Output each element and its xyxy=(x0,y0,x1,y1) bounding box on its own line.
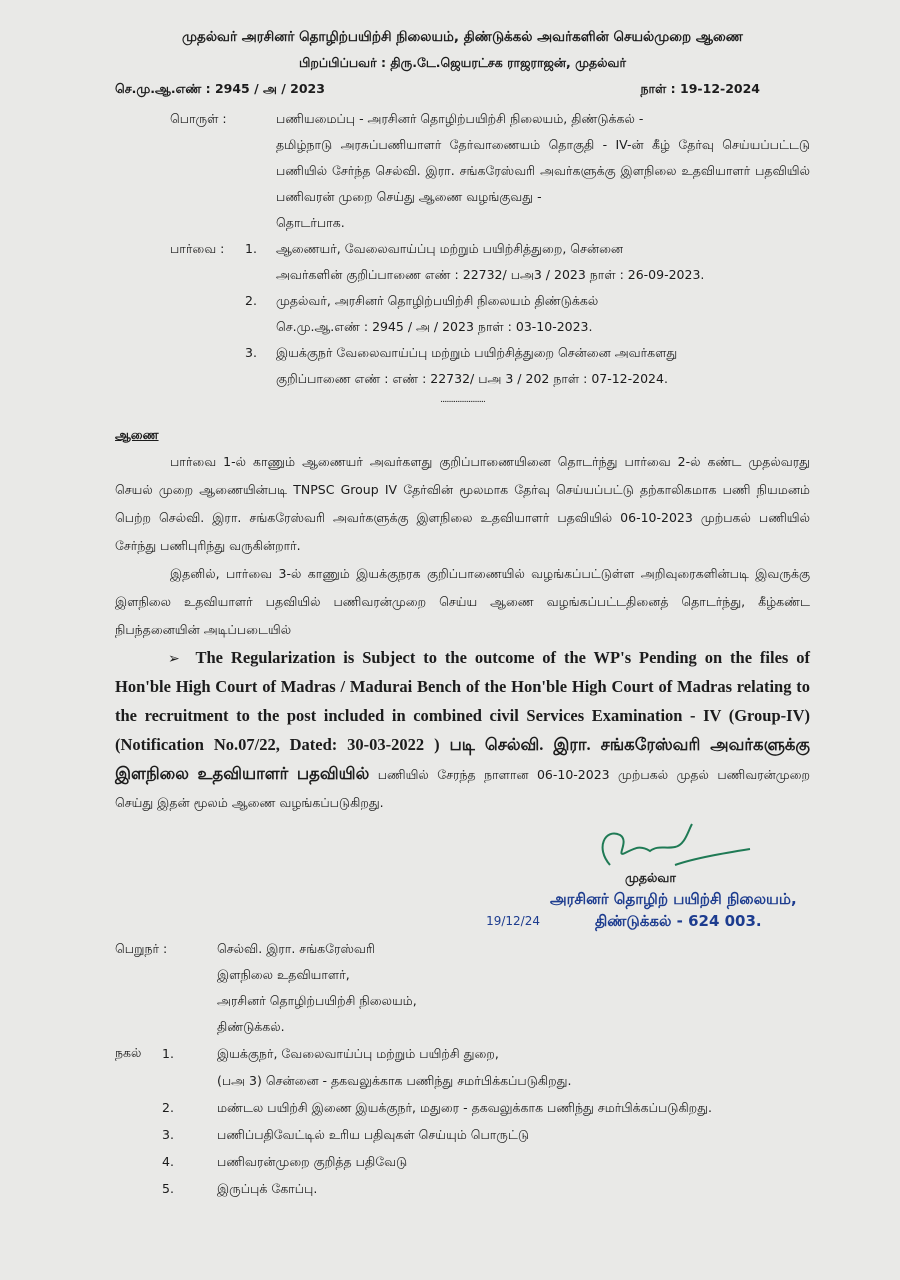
copy-num: 1. xyxy=(162,1046,174,1061)
reference-line: இயக்குநர் வேலைவாய்ப்பு மற்றும் பயிற்சித்துறை சென்னை அவர்களது xyxy=(276,345,678,360)
condition-line: Court of Madras / Madurai Bench of the Hon'ble High Court of Madras relating to the recruitment to xyxy=(115,677,811,725)
recipient-line: செல்வி. இரா. சங்கரேஸ்வரி xyxy=(217,941,375,956)
order-paragraph xyxy=(115,560,810,644)
recipient-line: இளநிலை உதவியாளர், xyxy=(217,967,350,982)
order-paragraph-line: பதவியில் 06-10-2023 முற்பகல் பணியில் சேர்ந்து பணிபுரிந்து வருகின்றார். xyxy=(115,510,810,553)
office-stamp-line: அரசினர் தொழிற் பயிற்சி நிலையம், xyxy=(550,890,797,908)
document-title: முதல்வர் அரசினர் தொழிற்பயிற்சி நிலையம், திண்டுக்கல் அவர்களின் செயல்முறை ஆணை xyxy=(182,29,743,45)
order-heading: ஆணை xyxy=(115,427,159,442)
copy-num: 3. xyxy=(162,1127,174,1142)
copy-num: 4. xyxy=(162,1154,174,1169)
office-stamp-line: திண்டுக்கல் - 624 003. xyxy=(595,912,762,930)
condition-line: வழங்கப்படுகிறது. xyxy=(279,795,384,810)
subject-line: செய்யப்பட்டடு பணியில் சேர்ந்த செல்வி. இரா. சங்கரேஸ்வரி அவர்களுக்கு xyxy=(276,137,810,178)
condition-line: பணியில் சேரந்த நாளான 06-10-2023 முற்பகல் முதல் பணிவரன்முறை செய்து இதன் மூலம் ஆணை xyxy=(115,767,811,810)
reference-line: செ.மு.ஆ.எண் : 2945 / அ / 2023 நாள் : 03-10-2023. xyxy=(276,319,593,334)
recipient-line: அரசினர் தொழிற்பயிற்சி நிலையம், xyxy=(217,993,417,1008)
copy-line: இருப்புக் கோப்பு. xyxy=(217,1181,318,1196)
references-section xyxy=(115,236,810,392)
issuer-line: பிறப்பிப்பவர் : திரு.டே.ஜெயரட்சக ராஜராஜன், முதல்வர் xyxy=(298,55,627,70)
subject-label: பொருள் : xyxy=(170,111,227,126)
condition-line: Dated: 30-03-2022 ) படி செல்வி. இரா. சங்கரேஸ்வரி அவர்களுக்கு இளநிலை உதவியாளர் பதவியில் xyxy=(115,735,810,783)
condition-line: the post included in combined civil Services Examination - IV (Group-IV) (Notification No.07/22, xyxy=(115,706,810,754)
reference-line: குறிப்பாணை எண் : எண் : 22732/ பஅ 3 / 202 நாள் : 07-12-2024. xyxy=(276,371,668,386)
reference-num: 2. xyxy=(245,293,257,308)
subject-line: தொடர்பாக. xyxy=(276,215,345,230)
recipient-line: திண்டுக்கல். xyxy=(217,1019,285,1034)
order-paragraph-line: தற்காலிகமாக பணி நியமனம் பெற்ற செல்வி. இரா. சங்கரேஸ்வரி அவர்களுக்கு இளநிலை உதவியாளர் xyxy=(115,482,810,525)
subject-line: தமிழ்நாடு அரசுப்பணியாளர் தேர்வாணையம் தொகுதி - IV-ன் கீழ் தேர்வு xyxy=(276,137,714,152)
copy-line: இயக்குநர், வேலைவாய்ப்பு மற்றும் பயிற்சி துறை, xyxy=(217,1046,499,1061)
copy-line: பணிவரன்முறை குறித்த பதிவேடு xyxy=(217,1154,408,1169)
copy-num: 5. xyxy=(162,1181,174,1196)
order-paragraph-line: பார்வை 1-ல் காணும் ஆணையர் அவர்களது குறிப்பாணையினை தொடர்ந்து பார்வை 2-ல் கண்ட xyxy=(170,454,742,469)
signatory-title: முதல்வா xyxy=(625,870,676,885)
order-date: நாள் : 19-12-2024 xyxy=(640,81,760,96)
recipient-section xyxy=(115,936,810,1040)
copy-num: 2. xyxy=(162,1100,174,1115)
bullet-arrow-icon: ➢ xyxy=(168,651,180,667)
order-paragraph xyxy=(115,448,810,560)
copy-line: (பஅ 3) சென்னை - தகவலுக்காக பணிந்து சமர்பிக்கப்படுகிறது. xyxy=(217,1073,572,1088)
copy-line: பணிப்பதிவேட்டில் உரிய பதிவுகள் செய்யும் பொருட்டு xyxy=(217,1127,529,1142)
copy-line: மண்டல பயிற்சி இணை இயக்குநர், மதுரை - தகவலுக்காக பணிந்து சமர்பிக்கப்படுகிறது. xyxy=(217,1100,713,1115)
copies-label: நகல் xyxy=(115,1045,142,1060)
reference-line: அவர்களின் குறிப்பாணை எண் : 22732/ பஅ3 / 2023 நாள் : 26-09-2023. xyxy=(276,267,705,282)
initial-date: 19/12/24 xyxy=(486,914,540,928)
order-paragraph-line: அறிவுரைகளின்படி இவருக்கு இளநிலை உதவியாளர் பதவியில் பணிவரன்முறை செய்ய ஆணை xyxy=(115,566,810,609)
reference-number: செ.மு.ஆ.எண் : 2945 / அ / 2023 xyxy=(115,81,325,96)
condition-line: The Regularization is Subject to the outcome of the WP's Pending on the files of Hon'ble High xyxy=(115,648,810,696)
copies-section xyxy=(115,1040,810,1202)
principal-signature xyxy=(590,823,770,868)
order-paragraph-line: இதனில், பார்வை 3-ல் காணும் இயக்குநரக குறிப்பாணையில் வழங்கப்பட்டுள்ள xyxy=(170,566,635,581)
reference-num: 3. xyxy=(245,345,257,360)
subject-line: இளநிலை உதவியாளர் பதவியில் பணிவரன் முறை செய்து ஆணை வழங்குவது - xyxy=(276,163,810,204)
condition-paragraph xyxy=(115,644,810,817)
subject-section xyxy=(115,106,810,236)
recipient-label: பெறுநர் : xyxy=(115,941,168,956)
separator-dots: ........................ xyxy=(440,395,485,405)
order-paragraph-line: முதல்வரது செயல் முறை ஆணையின்படி TNPSC Group IV தேர்வின் மூலமாக தேர்வு செய்யப்பட்டு xyxy=(115,454,810,497)
signature-block xyxy=(115,823,810,932)
reference-line: முதல்வர், அரசினர் தொழிற்பயிற்சி நிலையம் திண்டுக்கல் xyxy=(276,293,599,308)
reference-line: ஆணையர், வேலைவாய்ப்பு மற்றும் பயிற்சித்துறை, சென்னை xyxy=(276,241,624,256)
order-paragraph-line: வழங்கப்பட்டதினைத் தொடர்ந்து, கீழ்கண்ட நிபந்தனையின் அடிப்படையில் xyxy=(115,594,810,637)
references-label: பார்வை : xyxy=(170,241,225,256)
reference-num: 1. xyxy=(245,241,257,256)
subject-line: பணியமைப்பு - அரசினர் தொழிற்பயிற்சி நிலையம், திண்டுக்கல் - xyxy=(276,111,644,126)
